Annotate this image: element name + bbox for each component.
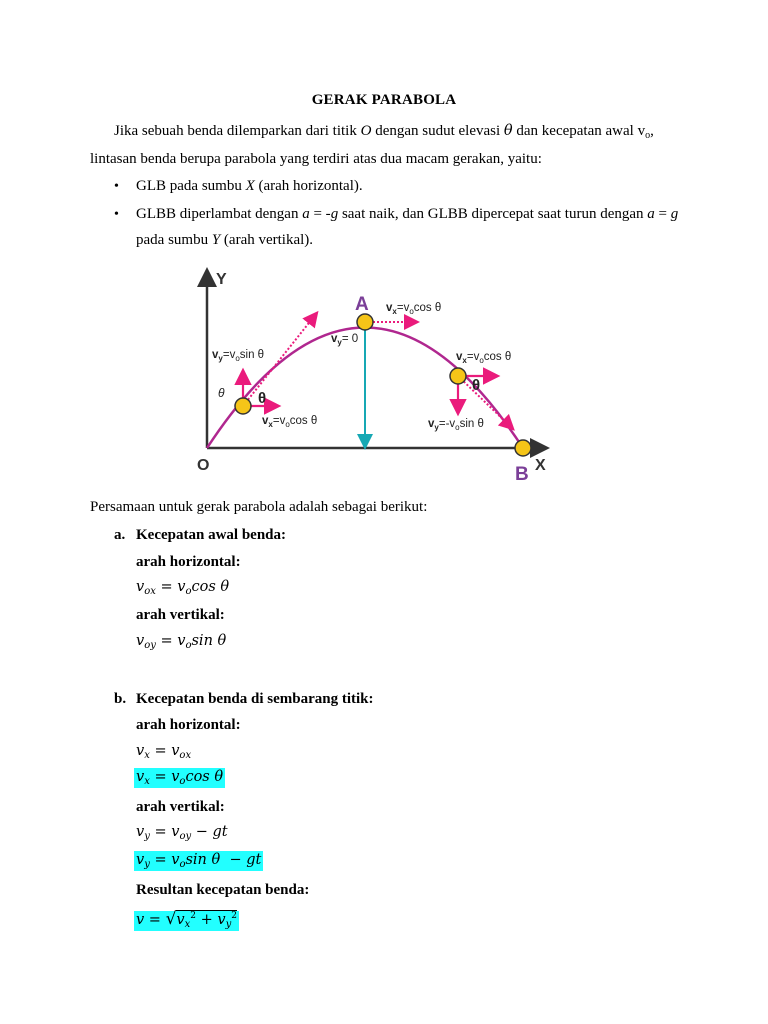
bullet-text: pada sumbu [136,232,209,248]
bullet-text: GLBB diperlambat dengan [136,206,299,222]
section-a-label: a. [114,527,126,543]
section-b-vertical: arah vertikal: [136,799,225,815]
section-a-vertical: arah vertikal: [136,607,225,623]
bullet-text: = [658,206,667,222]
bullet-text: GLB pada sumbu [136,178,242,194]
subscript: o [645,130,651,141]
section-b-heading: Kecepatan benda di sembarang titik: [136,691,374,707]
equation-voy: $v_{oy} = v_o\sin$ θ [136,633,227,651]
theta-symbol: θ [503,123,513,139]
equation-vx-highlight: $v_x = v_o\cos$ θ [136,769,224,787]
equation-vx-vox: $v_x = v_{ox}$ [136,743,192,761]
axis-y-text: Y [211,232,221,248]
intro-line-1 [114,121,654,146]
equation-vy-voy: $v_y = v_{oy}$ − gt [136,824,228,842]
label-vy-right: $v_y=-v_o\sin$ θ [428,418,484,432]
axis-x-text: X [245,178,255,194]
point-o-text: O [360,123,372,139]
label-theta-italic: θ [218,386,225,400]
label-origin: O [197,457,210,474]
var-g: g [330,206,339,222]
bullet-dot: • [114,207,119,222]
label-vx-right: $v_x=v_o\cos$ θ [456,351,512,365]
ball-left [235,398,251,414]
section-b-label: b. [114,691,127,707]
label-vy-left: $v_y=v_o\sin$ θ [212,349,265,363]
label-x-axis: X [535,457,546,474]
section-b-resultant: Resultan kecepatan benda: [136,882,310,898]
label-vx-left: $v_x=v_o\cos$ θ [262,415,318,429]
label-theta-left: θ [258,390,267,407]
intro-line-2: lintasan benda berupa parabola yang terdiri atas dua macam gerakan, yaitu: [90,151,542,167]
bullet-text: saat naik, dan GLBB dipercepat saat turun dengan [341,206,644,222]
bullet-2-line-2 [136,230,313,250]
label-point-a: A [355,294,369,315]
label-y-axis: Y [216,271,227,288]
equation-vox: $v_{ox} = v_o\cos$ θ [136,579,230,597]
intro-text: , [650,123,654,139]
section-a-heading: Kecepatan awal benda: [136,527,286,543]
bullet-text: = - [313,206,331,222]
intro-text: dan kecepatan awal v [516,123,646,139]
bullet-1 [136,176,363,196]
bullet-text: (arah vertikal). [223,232,314,248]
bullet-2 [136,204,678,224]
projectile-diagram [190,262,570,492]
intro-text: dengan sudut elevasi [375,123,501,139]
var-g: g [670,206,679,222]
section-b-horizontal: arah horizontal: [136,717,241,733]
label-vx-top: $v_x=v_o\cos$ θ [386,302,442,316]
equations-intro: Persamaan untuk gerak parabola adalah sebagai berikut: [90,499,428,515]
ball-right [450,368,466,384]
equation-resultant: $v = √v_x^2 + v_y^2$ [136,909,237,930]
label-theta-right: θ [472,377,481,394]
var-a: a [647,206,655,222]
page-title: GERAK PARABOLA [311,92,457,108]
bullet-text: (arah horizontal). [258,178,363,194]
label-vy-zero: $v_y= 0$ [331,333,359,347]
var-a: a [302,206,310,222]
bullet-dot: • [114,179,119,194]
ball-top [357,314,373,330]
intro-text: Jika sebuah benda dilemparkan dari titik [114,123,357,139]
label-point-b: B [515,464,529,485]
ball-end [515,440,531,456]
equation-vy-highlight: $v_y = v_o\sin$ θ − gt [136,852,262,870]
section-a-horizontal: arah horizontal: [136,554,241,570]
